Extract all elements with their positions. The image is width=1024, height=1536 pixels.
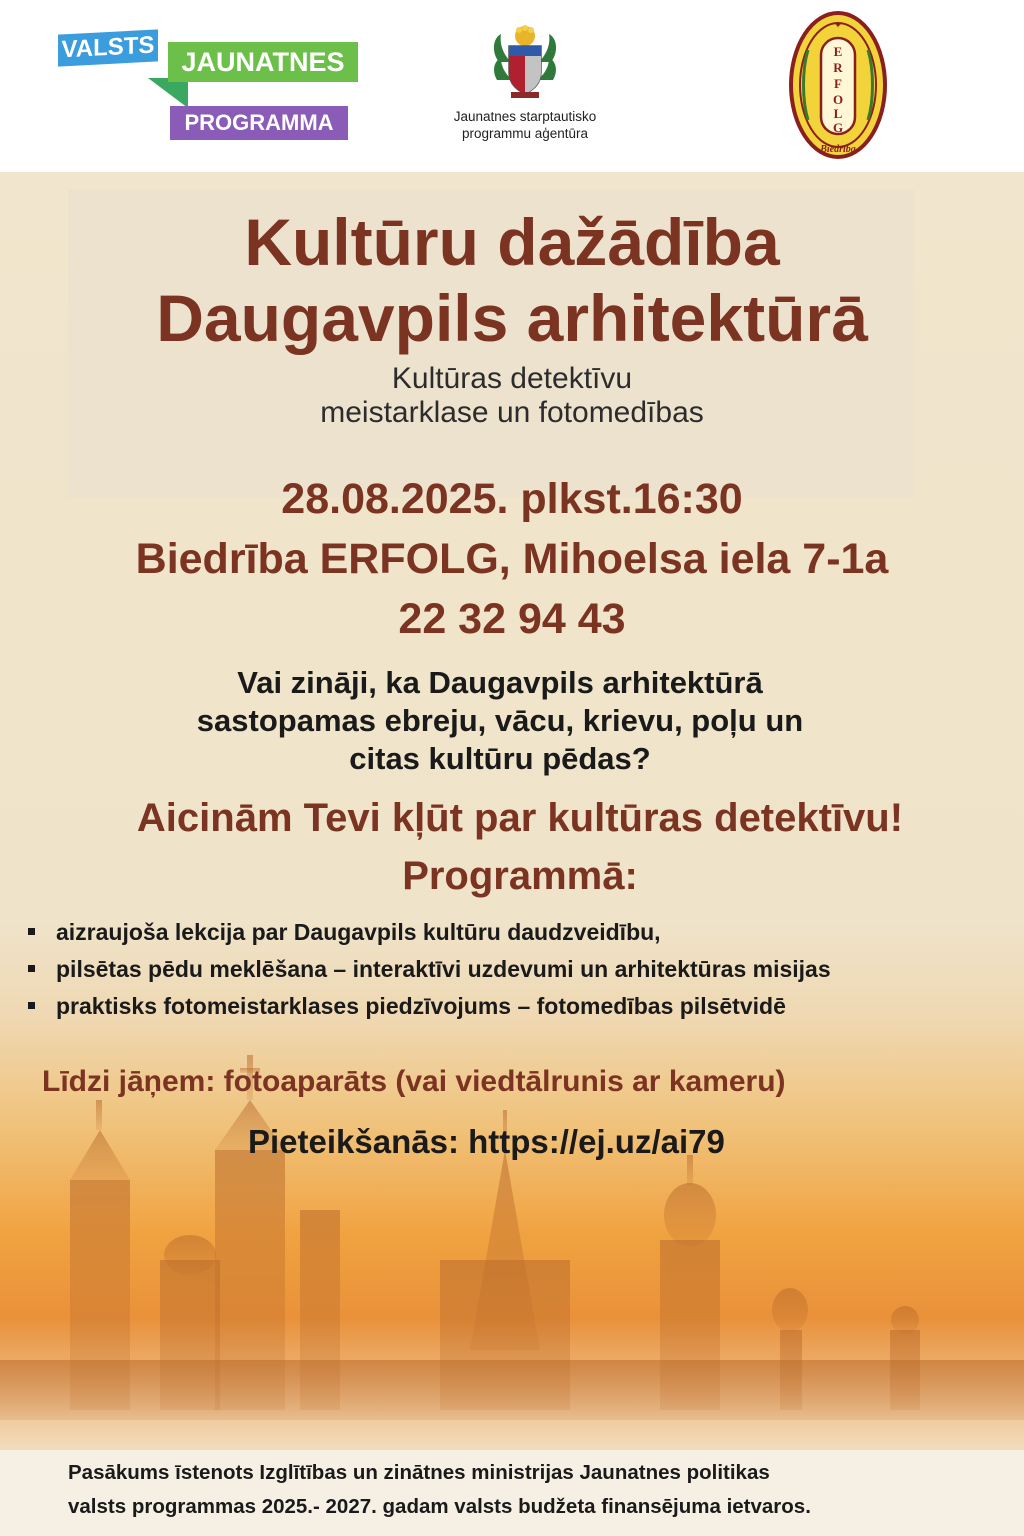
agency-caption-line1: Jaunatnes starptautisko — [453, 109, 597, 124]
valsts-jaunatnes-programma-logo — [58, 28, 368, 143]
erfolg-badge-logo — [788, 10, 888, 160]
program-list — [28, 914, 1018, 1025]
svg-text:E: E — [833, 44, 843, 59]
question-line2: sastopamas ebreju, vācu, krievu, poļu un — [196, 703, 804, 738]
list-item: pilsētas pēdu meklēšana – interaktīvi uzdevumi un arhitektūras misijas — [28, 951, 1018, 988]
svg-text:O: O — [832, 92, 844, 107]
question-line3: citas kultūru pēdas? — [349, 741, 651, 776]
list-item: aizraujoša lekcija par Daugavpils kultūru daudzveidību, — [28, 914, 1018, 951]
logo-text-jaunatnes: JAUNATNES — [168, 42, 358, 82]
bullet-square-icon — [28, 928, 35, 935]
logo-text-programma: PROGRAMMA — [170, 106, 348, 140]
svg-text:✦: ✦ — [834, 20, 842, 30]
poster-title-line1: Kultūru dažādība — [244, 205, 780, 279]
svg-text:F: F — [834, 76, 842, 91]
registration-link[interactable]: Pieteikšanās: https://ej.uz/ai79 — [248, 1123, 725, 1160]
bullet-square-icon — [28, 965, 35, 972]
latvian-coat-of-arms-icon — [489, 22, 561, 104]
agency-logo — [430, 22, 620, 162]
event-phone: 22 32 94 43 — [398, 595, 626, 643]
footer-line2: valsts programmas 2025.- 2027. gadam valsts budžeta finansējuma ietvaros. — [68, 1495, 811, 1518]
header-logos — [0, 0, 1024, 172]
svg-text:Biedrība: Biedrība — [820, 144, 856, 155]
bullet-square-icon — [28, 1002, 35, 1009]
logo-wedge — [148, 78, 188, 108]
subtitle-line2: meistarklase un fotomedības — [320, 396, 704, 429]
funding-footer — [0, 1450, 1024, 1536]
bring-along-note: Līdzi jāņem: fotoaparāts (vai viedtālrunis ar kameru) — [42, 1065, 786, 1098]
subtitle-line1: Kultūras detektīvu — [391, 362, 633, 395]
logo-text-valsts: VALSTS — [58, 29, 158, 66]
program-heading: Programmā: — [402, 854, 638, 898]
event-place: Biedrība ERFOLG, Mihoelsa iela 7-1a — [135, 535, 889, 583]
list-item: praktisks fotomeistarklases piedzīvojums – fotomedības pilsētvidē — [28, 988, 1018, 1025]
invite-heading: Aicinām Tevi kļūt par kultūras detektīvu! — [136, 796, 904, 840]
svg-text:G: G — [832, 120, 844, 135]
poster-title-line2: Daugavpils arhitektūrā — [156, 281, 868, 355]
question-line1: Vai zināji, ka Daugavpils arhitektūrā — [237, 665, 763, 700]
svg-text:L: L — [833, 106, 843, 121]
event-datetime: 28.08.2025. plkst.16:30 — [281, 475, 743, 523]
agency-caption-line2: programmu aģentūra — [461, 126, 589, 141]
footer-line1: Pasākums īstenots Izglītības un zinātnes ministrijas Jaunatnes politikas — [68, 1461, 770, 1484]
svg-text:R: R — [833, 60, 843, 75]
